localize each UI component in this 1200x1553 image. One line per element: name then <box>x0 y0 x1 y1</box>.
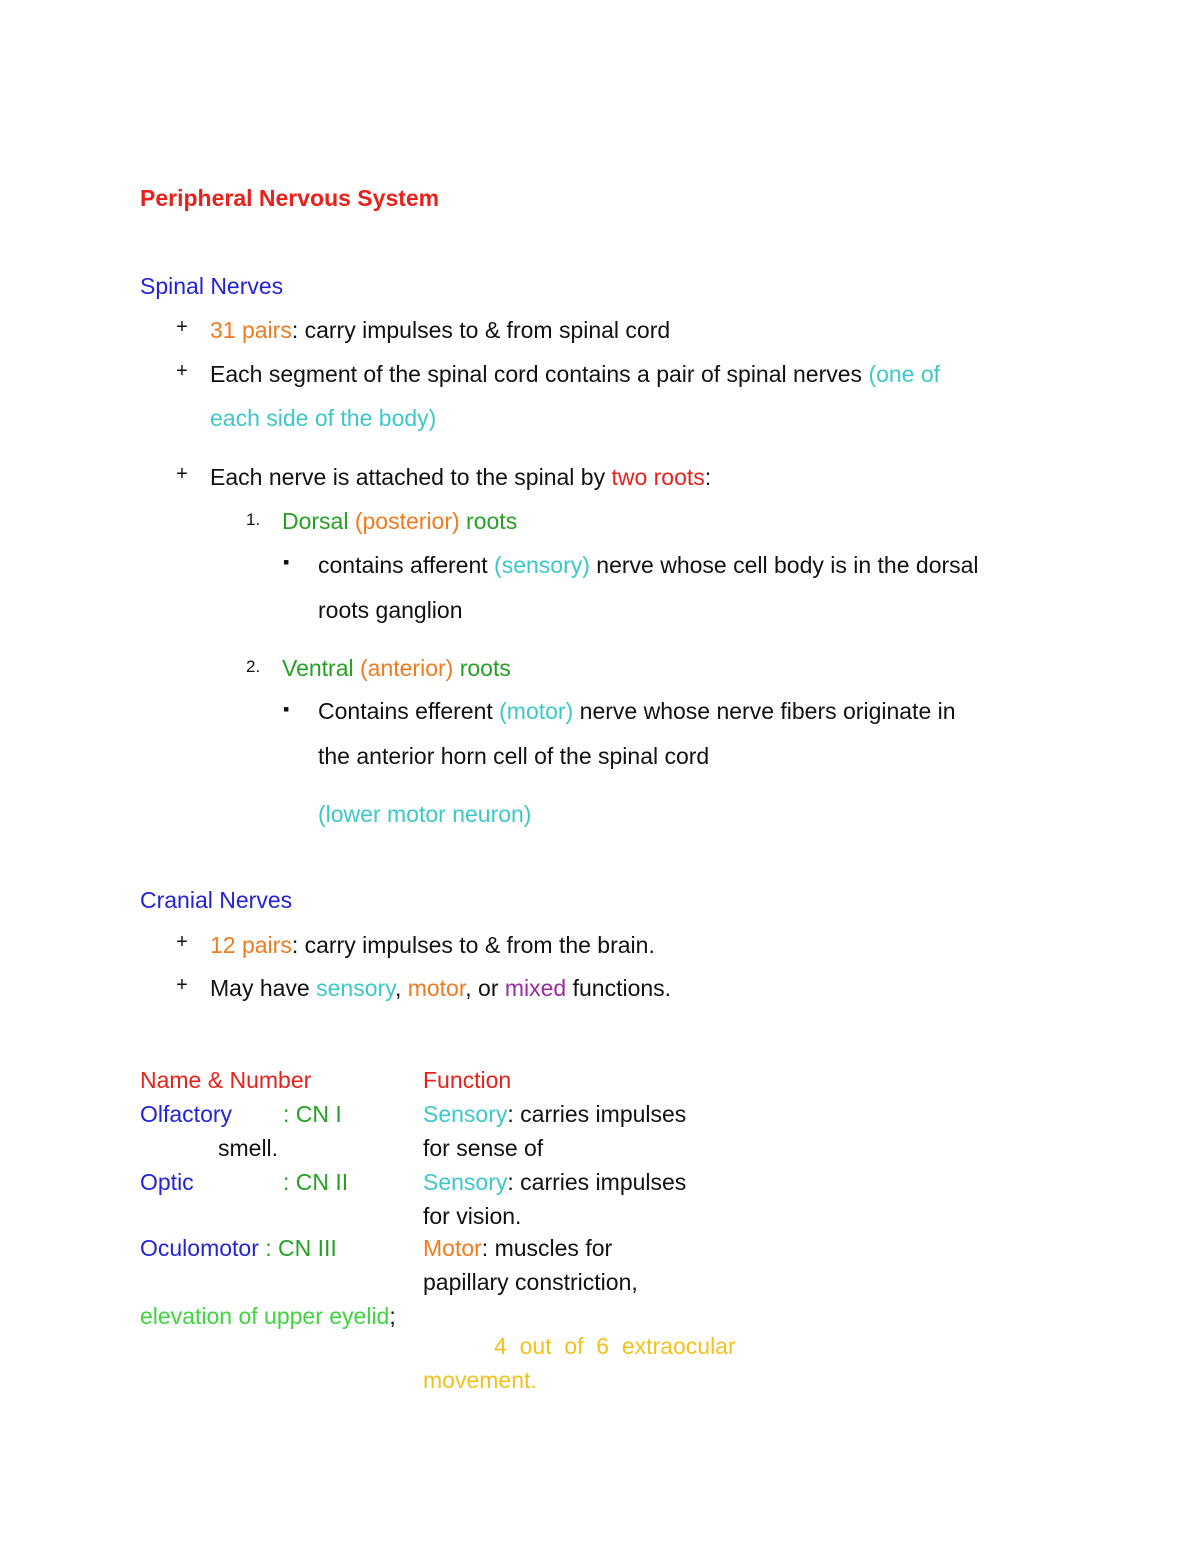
cranial-pairs-text: : carry impulses to & from the brain. <box>291 932 655 958</box>
table-header-name: Name & Number <box>140 1067 312 1093</box>
table-row-cn: : CN II <box>283 1169 349 1195</box>
eyelid-text: elevation of upper eyelid <box>140 1303 390 1329</box>
dorsal-desc-paren: (sensory) <box>494 552 590 578</box>
spinal-pairs-text: : carry impulses to & from spinal cord <box>291 317 671 343</box>
spinal-bullet-segment <box>210 360 940 388</box>
page-title: Peripheral Nervous System <box>140 185 440 211</box>
function-text: : carries impulses <box>507 1169 687 1195</box>
table-row-left-cont <box>140 1302 396 1330</box>
ventral-name-a: Ventral <box>282 655 360 681</box>
dorsal-roots-item <box>282 507 517 535</box>
cranial-nerves-heading: Cranial Nerves <box>140 887 293 913</box>
spinal-nerves-heading: Spinal Nerves <box>140 273 284 299</box>
cranial-func-motor: motor <box>407 975 466 1001</box>
list-number: 2. <box>246 657 261 676</box>
function-text: : carries impulses <box>507 1101 687 1127</box>
plus-bullet-icon: + <box>176 316 188 338</box>
plus-bullet-icon: + <box>176 974 188 996</box>
plus-bullet-icon: + <box>176 931 188 953</box>
cranial-bullet-functions <box>210 974 671 1002</box>
dorsal-name-paren: (posterior) <box>354 508 460 534</box>
list-number: 1. <box>246 510 261 529</box>
table-row-name: Optic <box>140 1169 194 1195</box>
table-row-function-cont: for sense of <box>423 1135 544 1161</box>
ventral-desc-paren: (motor) <box>499 698 574 724</box>
table-row-function-cont: for vision. <box>423 1203 522 1229</box>
spinal-pairs-highlight: 31 pairs <box>210 317 292 343</box>
dorsal-description <box>318 551 979 579</box>
dorsal-name-a: Dorsal <box>282 508 355 534</box>
table-row-name: Olfactory <box>140 1101 233 1127</box>
table-header-function: Function <box>423 1067 512 1093</box>
cranial-func-mixed: mixed <box>504 975 567 1001</box>
cranial-bullet-pairs <box>210 931 655 959</box>
ventral-description <box>318 697 956 725</box>
plus-bullet-icon: + <box>176 463 188 485</box>
table-row-cn: : CN III <box>258 1235 337 1261</box>
function-type: Motor <box>423 1235 482 1261</box>
spinal-roots-text: Each nerve is attached to the spinal by <box>210 464 612 490</box>
table-row-function-cont: papillary constriction, <box>423 1269 638 1295</box>
spinal-segment-paren: (one of <box>868 361 941 387</box>
table-row-name-cn <box>140 1234 337 1262</box>
spinal-segment-text: Each segment of the spinal cord contains a pair of spinal nerves <box>210 361 869 387</box>
extraocular-text: 4 out of 6 extraocular <box>494 1333 736 1359</box>
function-type: Sensory <box>423 1101 508 1127</box>
dorsal-desc-a: contains afferent <box>318 552 495 578</box>
movement-text: movement. <box>423 1367 537 1393</box>
function-text: : muscles for <box>481 1235 613 1261</box>
spinal-roots-highlight: two roots <box>611 464 705 490</box>
table-row-function <box>423 1100 686 1128</box>
spinal-bullet-pairs <box>210 316 670 344</box>
table-row-function <box>423 1168 686 1196</box>
cranial-func-or: , or <box>465 975 505 1001</box>
ventral-name-b: roots <box>453 655 511 681</box>
table-row-name: Oculomotor <box>140 1235 259 1261</box>
plus-bullet-icon: + <box>176 360 188 382</box>
ventral-name-paren: (anterior) <box>360 655 454 681</box>
cranial-pairs-highlight: 12 pairs <box>210 932 292 958</box>
dorsal-desc-b: nerve whose cell body is in the dorsal <box>589 552 979 578</box>
cranial-func-end: functions. <box>566 975 672 1001</box>
table-row-cn: : CN I <box>283 1101 342 1127</box>
eyelid-semicolon: ; <box>389 1303 396 1329</box>
ventral-desc-a: Contains efferent <box>318 698 500 724</box>
square-bullet-icon: ▪ <box>283 552 290 572</box>
table-row-left-cont: smell. <box>218 1135 279 1161</box>
dorsal-desc-cont: roots ganglion <box>318 597 463 623</box>
table-row-function <box>423 1234 612 1262</box>
cranial-func-comma: , <box>394 975 408 1001</box>
cranial-func-sensory: sensory <box>316 975 395 1001</box>
square-bullet-icon: ▪ <box>283 699 290 719</box>
spinal-bullet-roots <box>210 463 711 491</box>
ventral-desc-cont: the anterior horn cell of the spinal cord <box>318 743 710 769</box>
dorsal-name-b: roots <box>459 508 518 534</box>
spinal-roots-colon: : <box>704 464 712 490</box>
cranial-func-a: May have <box>210 975 317 1001</box>
function-type: Sensory <box>423 1169 508 1195</box>
ventral-note: (lower motor neuron) <box>318 801 532 827</box>
spinal-segment-paren-cont: each side of the body) <box>210 405 437 431</box>
ventral-roots-item <box>282 654 511 682</box>
ventral-desc-b: nerve whose nerve fibers originate in <box>573 698 956 724</box>
